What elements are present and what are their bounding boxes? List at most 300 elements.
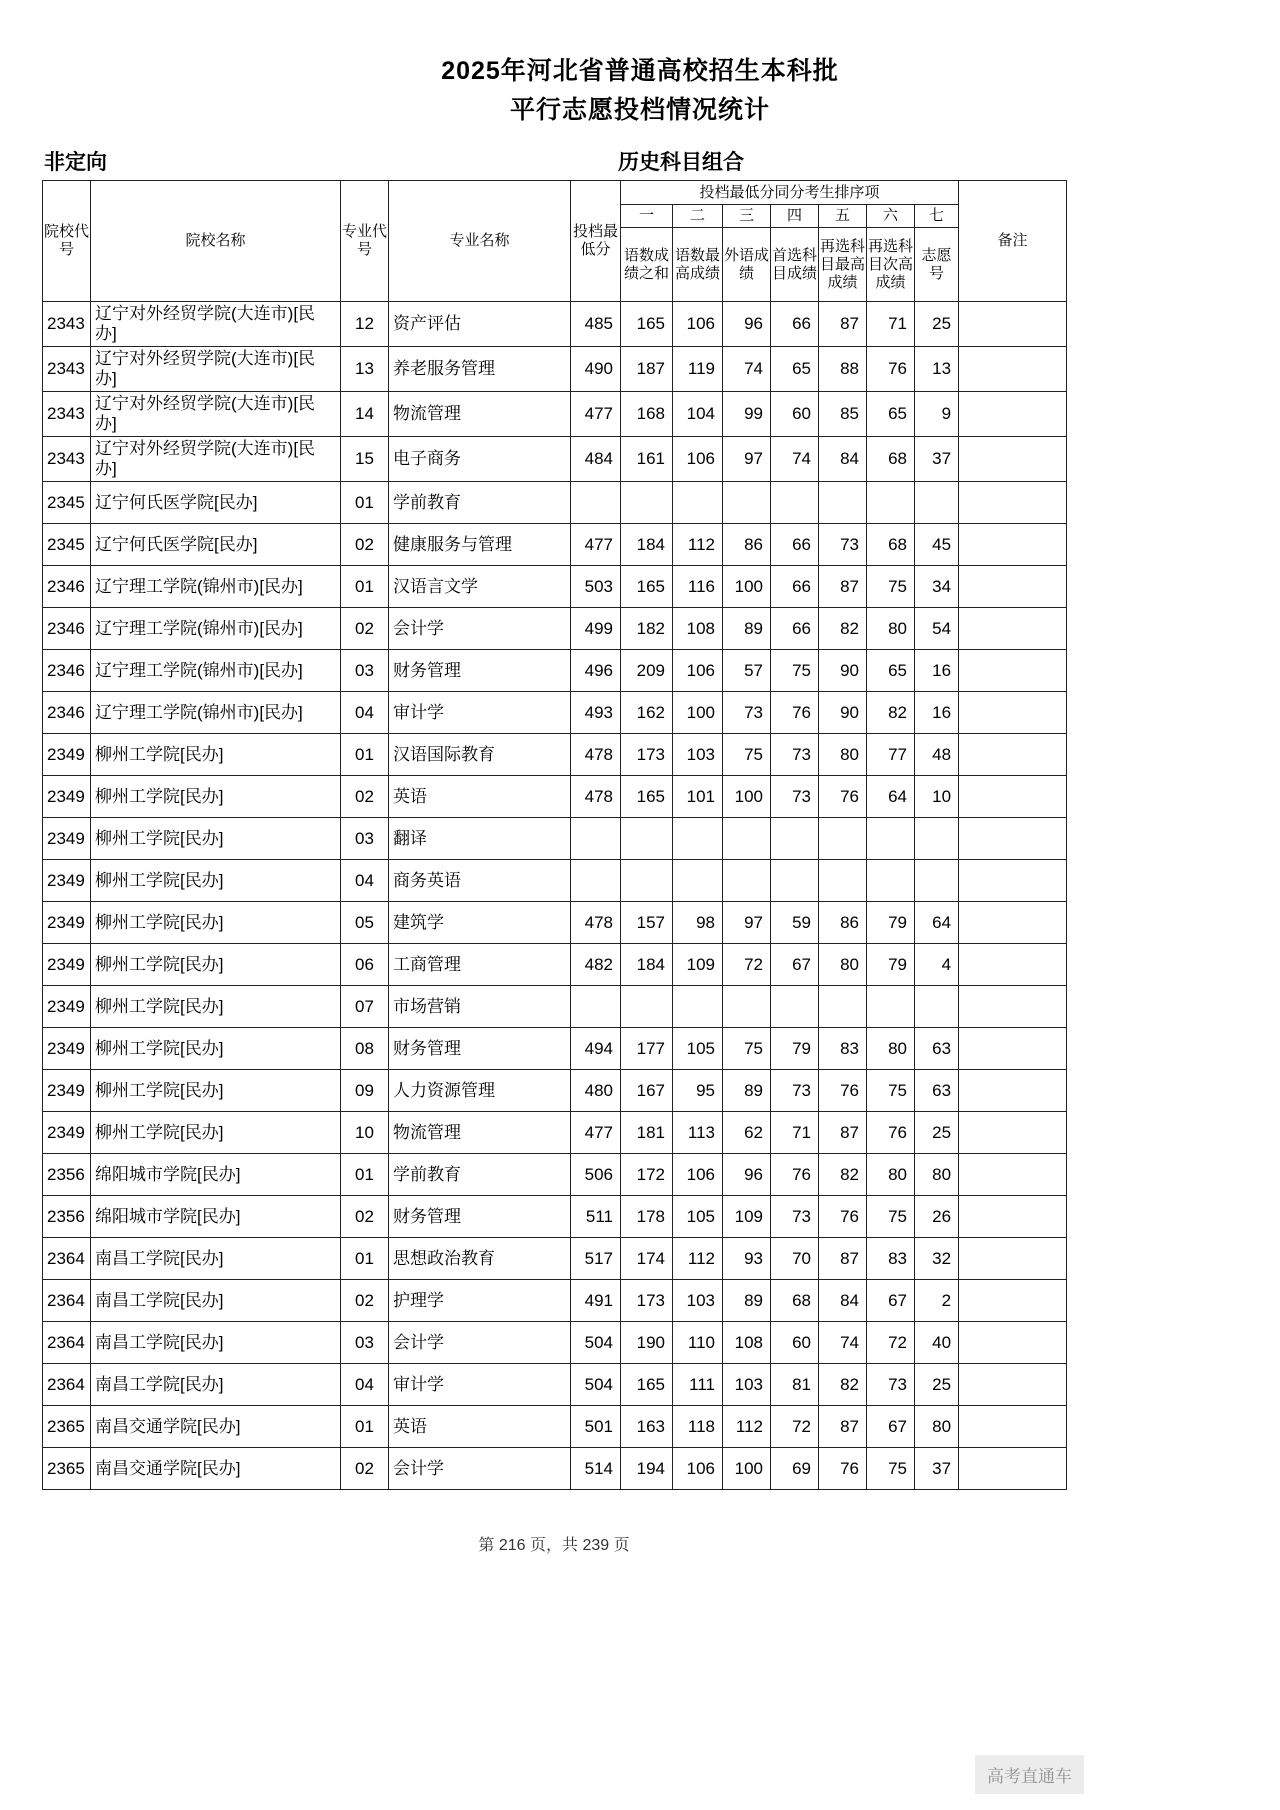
cell-rank-7-score: 2: [915, 1280, 959, 1322]
cell-remark: [959, 734, 1067, 776]
cell-major-name: 人力资源管理: [389, 1070, 571, 1112]
cell-college-name: 辽宁理工学院(锦州市)[民办]: [91, 692, 341, 734]
header-major-code: 专业代号: [341, 181, 389, 302]
cell-major-name: 资产评估: [389, 302, 571, 347]
cell-rank-5-score: 90: [819, 692, 867, 734]
cell-major-code: 10: [341, 1112, 389, 1154]
cell-rank-6-score: 76: [867, 1112, 915, 1154]
cell-college-name: 南昌工学院[民办]: [91, 1238, 341, 1280]
cell-rank-2-score: 106: [673, 437, 723, 482]
cell-min-score: 494: [571, 1028, 621, 1070]
cell-college-code: 2346: [43, 650, 91, 692]
cell-major-name: 建筑学: [389, 902, 571, 944]
cell-rank-1-score: 165: [621, 1364, 673, 1406]
cell-rank-2-score: 106: [673, 1154, 723, 1196]
cell-min-score: 477: [571, 524, 621, 566]
header-rank-label-7: 志愿号: [915, 228, 959, 302]
cell-rank-7-score: 63: [915, 1028, 959, 1070]
cell-min-score: 485: [571, 302, 621, 347]
cell-major-code: 15: [341, 437, 389, 482]
cell-min-score: 493: [571, 692, 621, 734]
cell-rank-5-score: 85: [819, 392, 867, 437]
cell-rank-4-score: 73: [771, 734, 819, 776]
cell-college-name: 柳州工学院[民办]: [91, 944, 341, 986]
cell-min-score: 517: [571, 1238, 621, 1280]
cell-college-name: 柳州工学院[民办]: [91, 902, 341, 944]
cell-rank-6-score: 79: [867, 944, 915, 986]
cell-rank-4-score: 75: [771, 650, 819, 692]
cell-rank-7-score: 16: [915, 692, 959, 734]
cell-rank-4-score: 73: [771, 1196, 819, 1238]
cell-major-name: 英语: [389, 1406, 571, 1448]
cell-rank-3-score: 97: [723, 902, 771, 944]
cell-rank-6-score: 71: [867, 302, 915, 347]
cell-rank-5-score: [819, 986, 867, 1028]
cell-remark: [959, 482, 1067, 524]
page-title-line2: 平行志愿投档情况统计: [509, 96, 770, 124]
cell-college-name: 柳州工学院[民办]: [91, 1070, 341, 1112]
cell-remark: [959, 302, 1067, 347]
cell-major-code: 01: [341, 482, 389, 524]
cell-rank-7-score: [915, 860, 959, 902]
table-row: [43, 1196, 1067, 1238]
cell-rank-4-score: 66: [771, 302, 819, 347]
cell-rank-5-score: [819, 818, 867, 860]
cell-major-code: 04: [341, 692, 389, 734]
cell-rank-5-score: 84: [819, 1280, 867, 1322]
cell-major-code: 09: [341, 1070, 389, 1112]
cell-rank-2-score: 105: [673, 1028, 723, 1070]
table-row: [43, 692, 1067, 734]
table-row: [43, 1280, 1067, 1322]
cell-major-name: 电子商务: [389, 437, 571, 482]
table-row: [43, 1238, 1067, 1280]
cell-rank-3-score: 103: [723, 1364, 771, 1406]
cell-major-code: 08: [341, 1028, 389, 1070]
cell-rank-6-score: 80: [867, 608, 915, 650]
cell-rank-5-score: 80: [819, 734, 867, 776]
cell-remark: [959, 986, 1067, 1028]
section-label: 非定向: [44, 151, 107, 174]
cell-college-code: 2343: [43, 392, 91, 437]
cell-rank-3-score: 97: [723, 437, 771, 482]
cell-college-name: 柳州工学院[民办]: [91, 818, 341, 860]
cell-rank-3-score: 93: [723, 1238, 771, 1280]
cell-rank-4-score: 72: [771, 1406, 819, 1448]
cell-remark: [959, 1406, 1067, 1448]
cell-college-name: 柳州工学院[民办]: [91, 776, 341, 818]
cell-rank-2-score: 110: [673, 1322, 723, 1364]
cell-college-name: 辽宁对外经贸学院(大连市)[民办]: [91, 392, 341, 437]
cell-college-code: 2345: [43, 482, 91, 524]
cell-rank-6-score: 67: [867, 1280, 915, 1322]
cell-rank-4-score: 76: [771, 1154, 819, 1196]
cell-rank-7-score: [915, 482, 959, 524]
cell-rank-5-score: [819, 482, 867, 524]
cell-rank-5-score: 84: [819, 437, 867, 482]
cell-rank-7-score: 4: [915, 944, 959, 986]
cell-rank-2-score: [673, 818, 723, 860]
header-tiebreak-group: 投档最低分同分考生排序项: [621, 181, 959, 205]
cell-major-code: 01: [341, 1154, 389, 1196]
cell-min-score: 477: [571, 1112, 621, 1154]
cell-rank-2-score: [673, 986, 723, 1028]
cell-remark: [959, 902, 1067, 944]
cell-rank-7-score: 48: [915, 734, 959, 776]
cell-rank-3-score: [723, 860, 771, 902]
cell-major-code: 01: [341, 1238, 389, 1280]
cell-major-code: 13: [341, 347, 389, 392]
cell-min-score: 504: [571, 1322, 621, 1364]
cell-rank-4-score: 66: [771, 608, 819, 650]
cell-rank-4-score: 74: [771, 437, 819, 482]
cell-rank-6-score: 75: [867, 566, 915, 608]
cell-rank-5-score: 83: [819, 1028, 867, 1070]
cell-rank-4-score: 71: [771, 1112, 819, 1154]
header-college-code: 院校代号: [43, 181, 91, 302]
cell-rank-1-score: 181: [621, 1112, 673, 1154]
cell-rank-3-score: 72: [723, 944, 771, 986]
cell-college-name: 柳州工学院[民办]: [91, 1112, 341, 1154]
cell-rank-1-score: 163: [621, 1406, 673, 1448]
cell-rank-3-score: 57: [723, 650, 771, 692]
cell-major-code: 02: [341, 776, 389, 818]
table-row: [43, 1322, 1067, 1364]
cell-min-score: 496: [571, 650, 621, 692]
cell-rank-1-score: 172: [621, 1154, 673, 1196]
cell-college-code: 2346: [43, 566, 91, 608]
table-row: [43, 860, 1067, 902]
cell-college-name: 南昌工学院[民办]: [91, 1280, 341, 1322]
cell-rank-5-score: 80: [819, 944, 867, 986]
cell-remark: [959, 524, 1067, 566]
header-rank-label-6: 再选科目次高成绩: [867, 228, 915, 302]
cell-college-name: 辽宁对外经贸学院(大连市)[民办]: [91, 437, 341, 482]
cell-remark: [959, 1364, 1067, 1406]
cell-rank-2-score: 98: [673, 902, 723, 944]
cell-major-name: 审计学: [389, 692, 571, 734]
cell-rank-3-score: 73: [723, 692, 771, 734]
cell-rank-3-score: 100: [723, 1448, 771, 1490]
cell-rank-6-score: 80: [867, 1154, 915, 1196]
cell-rank-3-score: 89: [723, 1070, 771, 1112]
cell-rank-6-score: 67: [867, 1406, 915, 1448]
cell-remark: [959, 392, 1067, 437]
cell-remark: [959, 1322, 1067, 1364]
cell-rank-2-score: 106: [673, 1448, 723, 1490]
cell-major-name: 汉语国际教育: [389, 734, 571, 776]
cell-rank-7-score: 64: [915, 902, 959, 944]
cell-min-score: 478: [571, 734, 621, 776]
cell-rank-1-score: 182: [621, 608, 673, 650]
table-row: [43, 1406, 1067, 1448]
cell-college-name: 柳州工学院[民办]: [91, 860, 341, 902]
cell-rank-5-score: 87: [819, 1238, 867, 1280]
header-rank-num-7: 七: [915, 205, 959, 228]
cell-min-score: 514: [571, 1448, 621, 1490]
cell-rank-1-score: 167: [621, 1070, 673, 1112]
cell-college-code: 2349: [43, 776, 91, 818]
cell-rank-2-score: 109: [673, 944, 723, 986]
cell-major-name: 会计学: [389, 608, 571, 650]
cell-rank-4-score: [771, 818, 819, 860]
cell-major-name: 市场营销: [389, 986, 571, 1028]
cell-major-code: 01: [341, 1406, 389, 1448]
cell-rank-1-score: [621, 860, 673, 902]
header-rank-num-5: 五: [819, 205, 867, 228]
cell-min-score: 480: [571, 1070, 621, 1112]
cell-rank-3-score: 75: [723, 1028, 771, 1070]
cell-college-name: 南昌工学院[民办]: [91, 1322, 341, 1364]
cell-rank-2-score: 106: [673, 302, 723, 347]
table-row: [43, 347, 1067, 392]
cell-rank-1-score: 173: [621, 734, 673, 776]
cell-min-score: 482: [571, 944, 621, 986]
cell-rank-6-score: 75: [867, 1070, 915, 1112]
cell-remark: [959, 437, 1067, 482]
header-rank-label-5: 再选科目最高成绩: [819, 228, 867, 302]
watermark-badge: 高考直通车: [975, 1755, 1084, 1794]
header-rank-num-2: 二: [673, 205, 723, 228]
cell-rank-7-score: 37: [915, 1448, 959, 1490]
cell-min-score: 478: [571, 902, 621, 944]
cell-rank-6-score: 75: [867, 1196, 915, 1238]
cell-rank-7-score: [915, 986, 959, 1028]
cell-rank-3-score: 100: [723, 566, 771, 608]
cell-major-code: 14: [341, 392, 389, 437]
table-row: [43, 524, 1067, 566]
cell-major-code: 05: [341, 902, 389, 944]
cell-rank-6-score: 73: [867, 1364, 915, 1406]
cell-rank-2-score: [673, 860, 723, 902]
cell-major-code: 04: [341, 860, 389, 902]
cell-rank-6-score: [867, 818, 915, 860]
cell-major-name: 思想政治教育: [389, 1238, 571, 1280]
page-number-footer: 第 216 页，共 239 页: [478, 1537, 630, 1554]
cell-major-name: 物流管理: [389, 1112, 571, 1154]
cell-major-name: 商务英语: [389, 860, 571, 902]
cell-rank-2-score: 105: [673, 1196, 723, 1238]
table-row: [43, 1070, 1067, 1112]
cell-college-code: 2345: [43, 524, 91, 566]
cell-rank-3-score: 89: [723, 1280, 771, 1322]
cell-major-name: 学前教育: [389, 482, 571, 524]
cell-college-name: 辽宁理工学院(锦州市)[民办]: [91, 566, 341, 608]
table-row: [43, 776, 1067, 818]
header-rank-label-2: 语数最高成绩: [673, 228, 723, 302]
table-row: [43, 1028, 1067, 1070]
cell-college-code: 2349: [43, 1112, 91, 1154]
cell-college-code: 2349: [43, 818, 91, 860]
cell-min-score: 503: [571, 566, 621, 608]
cell-rank-7-score: 25: [915, 302, 959, 347]
cell-min-score: 484: [571, 437, 621, 482]
cell-rank-2-score: 116: [673, 566, 723, 608]
table-row: [43, 608, 1067, 650]
table-row: [43, 986, 1067, 1028]
cell-rank-5-score: 76: [819, 1070, 867, 1112]
cell-rank-7-score: 80: [915, 1154, 959, 1196]
cell-major-code: 04: [341, 1364, 389, 1406]
header-rank-num-3: 三: [723, 205, 771, 228]
table-row: [43, 392, 1067, 437]
table-row: [43, 902, 1067, 944]
cell-remark: [959, 692, 1067, 734]
cell-rank-1-score: [621, 482, 673, 524]
header-rank-label-3: 外语成绩: [723, 228, 771, 302]
header-rank-num-1: 一: [621, 205, 673, 228]
cell-rank-2-score: 119: [673, 347, 723, 392]
cell-rank-3-score: [723, 818, 771, 860]
cell-rank-5-score: 88: [819, 347, 867, 392]
cell-remark: [959, 944, 1067, 986]
header-group-row: [43, 181, 1067, 205]
cell-major-name: 英语: [389, 776, 571, 818]
cell-rank-6-score: 68: [867, 437, 915, 482]
cell-rank-7-score: 16: [915, 650, 959, 692]
cell-rank-1-score: 162: [621, 692, 673, 734]
cell-rank-6-score: 77: [867, 734, 915, 776]
header-min-score: 投档最低分: [571, 181, 621, 302]
cell-college-code: 2349: [43, 860, 91, 902]
cell-college-code: 2364: [43, 1364, 91, 1406]
cell-college-name: 柳州工学院[民办]: [91, 734, 341, 776]
cell-min-score: [571, 986, 621, 1028]
cell-rank-4-score: 81: [771, 1364, 819, 1406]
cell-rank-2-score: 108: [673, 608, 723, 650]
cell-rank-7-score: 45: [915, 524, 959, 566]
header-rank-label-1: 语数成绩之和: [621, 228, 673, 302]
cell-remark: [959, 818, 1067, 860]
cell-rank-5-score: 87: [819, 302, 867, 347]
cell-rank-7-score: 10: [915, 776, 959, 818]
cell-remark: [959, 608, 1067, 650]
cell-remark: [959, 1238, 1067, 1280]
cell-remark: [959, 1070, 1067, 1112]
cell-rank-5-score: 82: [819, 1364, 867, 1406]
cell-rank-2-score: 112: [673, 524, 723, 566]
header-major-name: 专业名称: [389, 181, 571, 302]
cell-rank-2-score: 95: [673, 1070, 723, 1112]
cell-rank-1-score: 187: [621, 347, 673, 392]
cell-min-score: [571, 818, 621, 860]
cell-major-code: 03: [341, 650, 389, 692]
cell-major-code: 07: [341, 986, 389, 1028]
cell-major-name: 护理学: [389, 1280, 571, 1322]
cell-college-code: 2364: [43, 1280, 91, 1322]
cell-rank-3-score: 96: [723, 1154, 771, 1196]
page-title-line1: 2025年河北省普通高校招生本科批: [441, 57, 839, 85]
cell-rank-1-score: 177: [621, 1028, 673, 1070]
cell-major-code: 02: [341, 524, 389, 566]
cell-rank-4-score: 60: [771, 392, 819, 437]
page-header: [0, 0, 1280, 130]
cell-major-name: 财务管理: [389, 650, 571, 692]
cell-rank-3-score: 89: [723, 608, 771, 650]
cell-rank-4-score: 73: [771, 1070, 819, 1112]
cell-major-name: 物流管理: [389, 392, 571, 437]
cell-rank-5-score: 82: [819, 608, 867, 650]
cell-rank-2-score: 112: [673, 1238, 723, 1280]
cell-rank-4-score: 65: [771, 347, 819, 392]
cell-rank-3-score: 100: [723, 776, 771, 818]
cell-rank-4-score: 59: [771, 902, 819, 944]
cell-rank-5-score: 86: [819, 902, 867, 944]
cell-college-code: 2349: [43, 902, 91, 944]
cell-rank-1-score: 184: [621, 944, 673, 986]
cell-major-code: 03: [341, 1322, 389, 1364]
cell-rank-1-score: 168: [621, 392, 673, 437]
cell-college-name: 柳州工学院[民办]: [91, 986, 341, 1028]
cell-rank-7-score: 25: [915, 1112, 959, 1154]
cell-rank-2-score: 103: [673, 734, 723, 776]
table-row: [43, 1112, 1067, 1154]
cell-college-code: 2365: [43, 1406, 91, 1448]
cell-rank-4-score: 69: [771, 1448, 819, 1490]
cell-rank-4-score: 76: [771, 692, 819, 734]
cell-rank-5-score: 82: [819, 1154, 867, 1196]
cell-college-code: 2349: [43, 986, 91, 1028]
cell-college-code: 2349: [43, 1028, 91, 1070]
cell-rank-1-score: 165: [621, 302, 673, 347]
cell-rank-7-score: 54: [915, 608, 959, 650]
cell-rank-5-score: 87: [819, 1112, 867, 1154]
cell-min-score: 491: [571, 1280, 621, 1322]
cell-rank-6-score: [867, 986, 915, 1028]
cell-rank-5-score: 76: [819, 776, 867, 818]
cell-rank-2-score: 101: [673, 776, 723, 818]
cell-rank-6-score: 68: [867, 524, 915, 566]
cell-remark: [959, 776, 1067, 818]
cell-college-code: 2349: [43, 944, 91, 986]
cell-rank-5-score: 87: [819, 1406, 867, 1448]
cell-major-code: 02: [341, 608, 389, 650]
cell-major-code: 01: [341, 734, 389, 776]
cell-rank-3-score: 86: [723, 524, 771, 566]
cell-min-score: [571, 482, 621, 524]
cell-major-name: 审计学: [389, 1364, 571, 1406]
cell-college-name: 南昌交通学院[民办]: [91, 1448, 341, 1490]
cell-major-name: 翻译: [389, 818, 571, 860]
cell-rank-3-score: 108: [723, 1322, 771, 1364]
cell-major-name: 养老服务管理: [389, 347, 571, 392]
cell-rank-7-score: 37: [915, 437, 959, 482]
cell-remark: [959, 1154, 1067, 1196]
cell-rank-6-score: 72: [867, 1322, 915, 1364]
cell-rank-7-score: 80: [915, 1406, 959, 1448]
cell-remark: [959, 1028, 1067, 1070]
table-row: [43, 1364, 1067, 1406]
cell-major-name: 健康服务与管理: [389, 524, 571, 566]
subject-group-label: 历史科目组合: [618, 151, 744, 174]
header-rank-label-4: 首选科目成绩: [771, 228, 819, 302]
cell-rank-4-score: 68: [771, 1280, 819, 1322]
cell-rank-3-score: 75: [723, 734, 771, 776]
cell-major-code: 03: [341, 818, 389, 860]
cell-rank-2-score: 104: [673, 392, 723, 437]
cell-rank-7-score: 63: [915, 1070, 959, 1112]
cell-major-code: 12: [341, 302, 389, 347]
cell-rank-3-score: [723, 986, 771, 1028]
cell-rank-6-score: 65: [867, 650, 915, 692]
cell-rank-3-score: 74: [723, 347, 771, 392]
table-row: [43, 482, 1067, 524]
cell-rank-2-score: 111: [673, 1364, 723, 1406]
cell-major-name: 会计学: [389, 1322, 571, 1364]
table-row: [43, 566, 1067, 608]
cell-college-name: 绵阳城市学院[民办]: [91, 1154, 341, 1196]
admission-stats-table: [42, 180, 1067, 1490]
